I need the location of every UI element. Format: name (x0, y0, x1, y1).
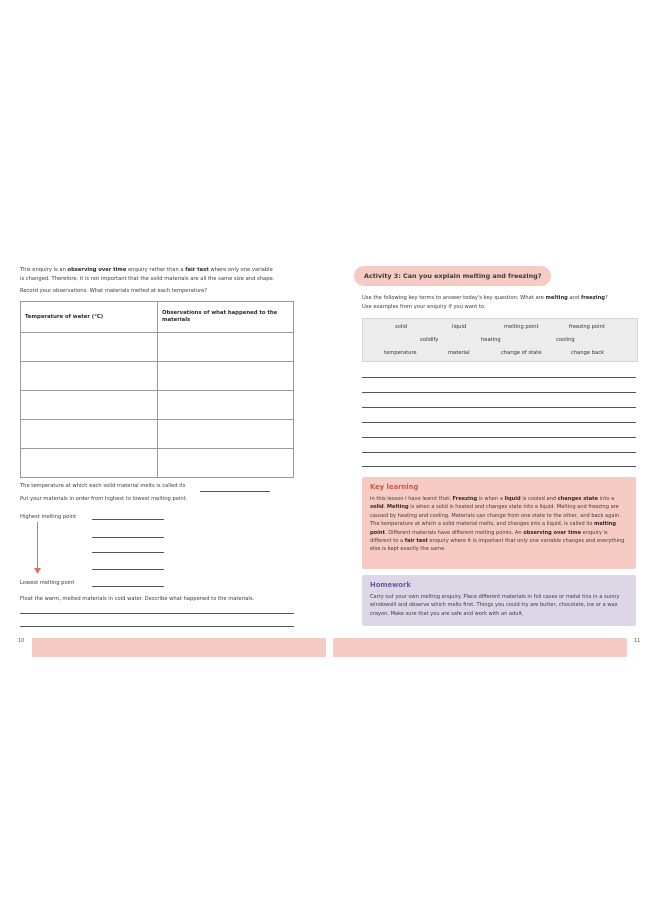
table-cell[interactable] (21, 391, 158, 420)
lowest-label: Lowest melting point (20, 580, 75, 586)
highest-label: Highest melting point (20, 514, 77, 520)
table-row (21, 391, 294, 420)
key-term: freezing point (569, 324, 605, 330)
key-term: temperature (384, 350, 417, 356)
homework-box (362, 575, 636, 626)
key-term: heating (481, 337, 501, 343)
key-term: change of state (501, 350, 542, 356)
key-term: liquid (452, 324, 467, 330)
key-learning-box (362, 477, 636, 569)
order-line-5[interactable] (92, 586, 164, 587)
footer-bar-left (32, 638, 326, 657)
page-number-right: 11 (634, 638, 641, 644)
table-cell[interactable] (21, 449, 158, 478)
key-term: cooling (556, 337, 575, 343)
intro-paragraph: This enquiry is an observing over time enquiry rather than a fair test where only one variable is changed. Therefore, it is not important that the solid materials are all the same size and shape. (20, 267, 275, 282)
table-cell[interactable] (21, 420, 158, 449)
homework-text: Carry out your own melting enquiry. Place different materials in foil cases or metal tins in a sunny windowsill and observe which melts first. Things you could try are butter, chocolate, ice or a wax crayon. Make sure that you are safe and work with an adult. (370, 594, 620, 617)
order-prompt: Put your materials in order from highest to lowest melting point. (20, 496, 188, 502)
key-learning-text: In this lesson I have learnt that: Freezing is when a liquid is cooled and changes state into a solid. Melting is when a solid is heated and changes state into a liquid. Melting and freezing are caused by heating and cooling. Materials can change from one state to the other, and back again. The temperature at which a solid material melts, and changes into a liquid, is called its melting point. Different materials have different melting points. An observing over time enquiry is different to a fair test enquiry where it is important that only one variable changes and everything else is kept exactly the same. (370, 496, 625, 553)
table-row (21, 333, 294, 362)
table-row (21, 449, 294, 478)
answer-line-1[interactable] (362, 377, 636, 378)
table-row (21, 362, 294, 391)
key-term: solid (395, 324, 408, 330)
float-answer-line-2[interactable] (20, 626, 294, 627)
melting-point-prompt: The temperature at which each solid material melts is called its (20, 483, 186, 489)
answer-line-6[interactable] (362, 452, 636, 453)
answer-line-2[interactable] (362, 392, 636, 393)
melting-point-answer-line[interactable] (200, 491, 270, 492)
activity-instructions: Use the following key terms to answer today's key question: What are melting and freezing? Use examples from your enquiry if you want to. (362, 295, 608, 310)
table-cell[interactable] (21, 362, 158, 391)
key-term: change back (571, 350, 605, 356)
record-prompt: Record your observations. What materials melted at each temperature? (20, 288, 208, 294)
key-term: solidify (420, 337, 439, 343)
key-term: material (448, 350, 470, 356)
answer-line-5[interactable] (362, 437, 636, 438)
answer-line-4[interactable] (362, 422, 636, 423)
table-header-observations: Observations of what happened to the materials (158, 302, 294, 333)
key-terms-box (362, 318, 638, 362)
answer-line-7[interactable] (362, 466, 636, 467)
key-learning-title: Key learning (370, 483, 419, 491)
table-cell[interactable] (158, 391, 294, 420)
table-row (21, 420, 294, 449)
float-answer-line-1[interactable] (20, 613, 294, 614)
answer-line-3[interactable] (362, 407, 636, 408)
table-cell[interactable] (21, 333, 158, 362)
table-header-temperature: Temperature of water (°C) (21, 302, 158, 333)
table-cell[interactable] (158, 420, 294, 449)
arrow-down-icon (34, 568, 41, 574)
order-line-3[interactable] (92, 552, 164, 553)
table-cell[interactable] (158, 333, 294, 362)
activity-title: Activity 3: Can you explain melting and freezing? (354, 266, 551, 286)
float-prompt: Float the warm, melted materials in cold water. Describe what happened to the materials. (20, 596, 255, 602)
key-term: melting point (504, 324, 539, 330)
homework-title: Homework (370, 581, 411, 589)
table-cell[interactable] (158, 449, 294, 478)
order-line-4[interactable] (92, 569, 164, 570)
table-cell[interactable] (158, 362, 294, 391)
order-arrow-line (37, 522, 38, 571)
order-line-2[interactable] (92, 537, 164, 538)
observations-table (20, 301, 294, 478)
footer-bar-right (333, 638, 627, 657)
page-number-left: 10 (18, 638, 25, 644)
order-line-1[interactable] (92, 519, 164, 520)
